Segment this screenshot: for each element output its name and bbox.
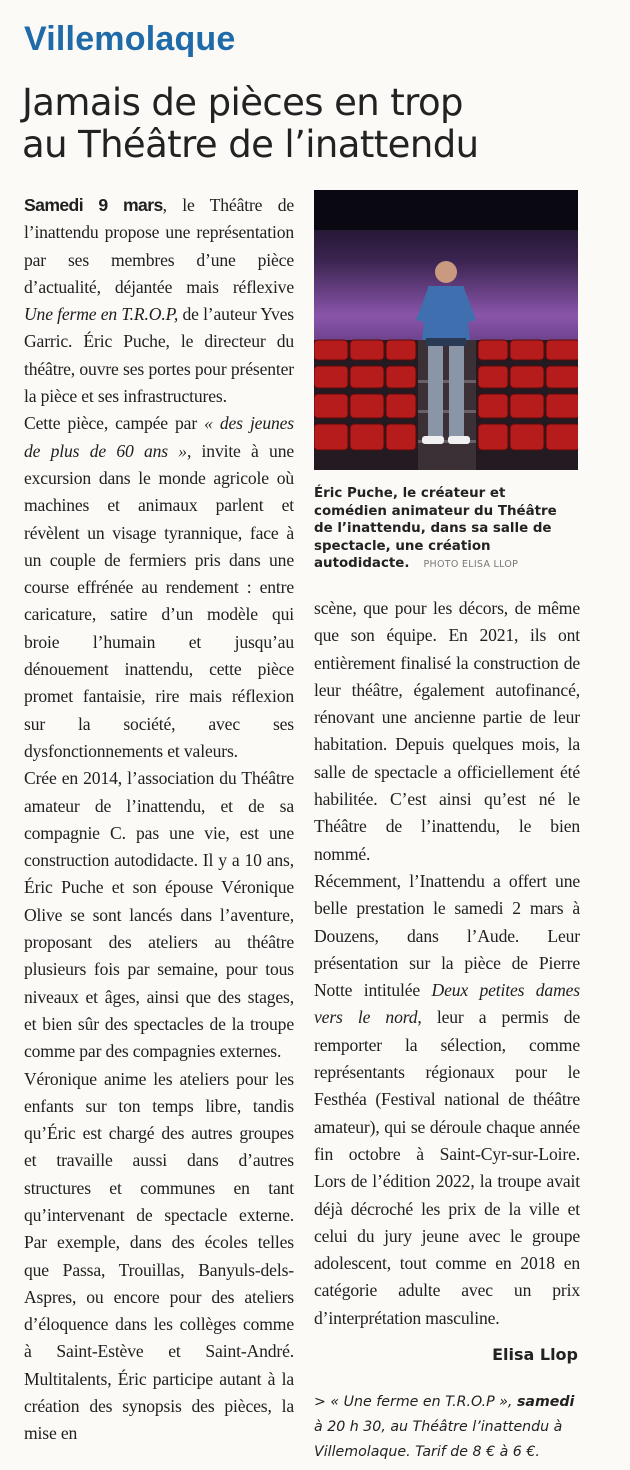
paragraph-1-text-b: de l’auteur Yves Garric. Éric Puche, le directeur du théâtre, ouvre ses portes pour présenter la pièce et ses infrastructures. bbox=[24, 304, 295, 407]
info-prefix: > « Une ferme en T.R.O.P », bbox=[314, 1394, 517, 1410]
author-signature: Elisa Llop bbox=[492, 1345, 578, 1364]
article-column-left bbox=[24, 192, 294, 1448]
article-headline bbox=[22, 82, 612, 166]
paragraph-5 bbox=[314, 868, 580, 1332]
paragraph-5-text-b: , leur a permis de remporter la sélection, comme représentants régionaux pour le Festhéa (Festival national de théâtre amateur), qui se déroule chaque année fin octobre à Saint-Cyr-sur-Loire. Lors de l’édition 2022, la troupe avait déjà décroché les prix de la ville et celui du jury jeune avec le groupe adolescent, tout comme en 2018 en catégorie adulte avec un prix d’interprétation masculine. bbox=[314, 1007, 581, 1328]
paragraph-4: Véronique anime les ateliers pour les enfants sur ton temps libre, tandis qu’Éric est chargé des autres groupes et travaille aussi dans d’autres structures et communes en tant qu’intervenant de spectacle externe. Par exemple, dans des écoles telles que Passa, Trouillas, Banyuls-dels-Aspres, ou encore pour des ateliers d’éloquence dans les collèges comme à Saint-Estève et Saint-André. Multitalents, Éric participe autant à la création des synopsis des pièces, la mise en bbox=[24, 1068, 294, 1444]
play-title-2: Deux petites dames vers le nord bbox=[314, 980, 580, 1028]
photo-caption bbox=[314, 485, 580, 574]
article-photo bbox=[314, 190, 578, 470]
lead-date: Samedi 9 mars bbox=[24, 195, 163, 215]
caption-text: Éric Puche, le créateur et comédien animateur du Théâtre de l’inattendu, dans sa salle de spectacle, une création autodidacte. bbox=[314, 486, 557, 571]
headline-line-2: au Théâtre de l’inattendu bbox=[22, 123, 479, 166]
paragraph-3: Crée en 2014, l’association du Théâtre amateur de l’inattendu, et de sa compagnie C. pas une vie, est une construction autodidacte. Il y a 10 ans, Éric Puche et son épouse Véronique Olive se sont lancés dans l’aventure, proposant des ateliers au théâtre plusieurs fois par semaine, pour tous niveaux et âges, ainsi que des stages, et bien sûr des spectacles de la troupe comme par des compagnies externes. bbox=[24, 768, 294, 1062]
theatre-photo-illustration bbox=[314, 190, 578, 470]
paragraph-1 bbox=[24, 192, 294, 410]
practical-info bbox=[314, 1390, 584, 1465]
headline-line-1: Jamais de pièces en trop bbox=[22, 81, 463, 124]
paragraph-5-text-a: Récemment, l’Inattendu a offert une belle prestation le samedi 2 mars à Douzens, dans l’Aude. Leur présentation sur la pièce de Pierre Notte intitulée bbox=[314, 870, 580, 1001]
paragraph-2-text-a: Cette pièce, campée par bbox=[24, 413, 205, 434]
play-title: Une ferme en T.R.O.P, bbox=[24, 304, 179, 325]
section-kicker: Villemolaque bbox=[24, 20, 236, 58]
paragraph-4-continued: scène, que pour les décors, de même que son équipe. En 2021, ils ont entièrement finalisé la construction de leur théâtre, également autofinancé, rénovant une ancienne partie de leur habitation. Depuis quelques mois, la salle de spectacle a officiellement été habilitée. C’est ainsi qu’est né le Théâtre de l’inattendu, le bien nommé. bbox=[314, 598, 580, 864]
paragraph-2 bbox=[24, 410, 294, 765]
info-bold: samedi bbox=[516, 1394, 575, 1410]
quote: « des jeunes de plus de 60 ans » bbox=[24, 413, 294, 461]
paragraph-1-text-a: , le Théâtre de l’inattendu propose une représentation par ses membres d’une pièce d’actualité, déjantée mais réflexive bbox=[24, 195, 294, 297]
photo-credit: PHOTO ELISA LLOP bbox=[423, 559, 519, 570]
info-rest: à 20 h 30, au Théâtre l’inattendu à Villemolaque. Tarif de 8 € à 6 €. bbox=[314, 1419, 563, 1460]
paragraph-2-text-b: , invite à une excursion dans le monde agricole où machines et animaux parlent et révèlent un visage tyrannique, face à un couple de fermiers pris dans une course effrénée au rendement : entre caricature, satire d’un modèle qui broie l’humain et jusqu’au dénouement inattendu, cette pièce promet fantaisie, rire mais réflexion sur la société, avec ses dysfonctionnements et valeurs. bbox=[24, 440, 295, 761]
article-column-right bbox=[314, 595, 580, 1332]
